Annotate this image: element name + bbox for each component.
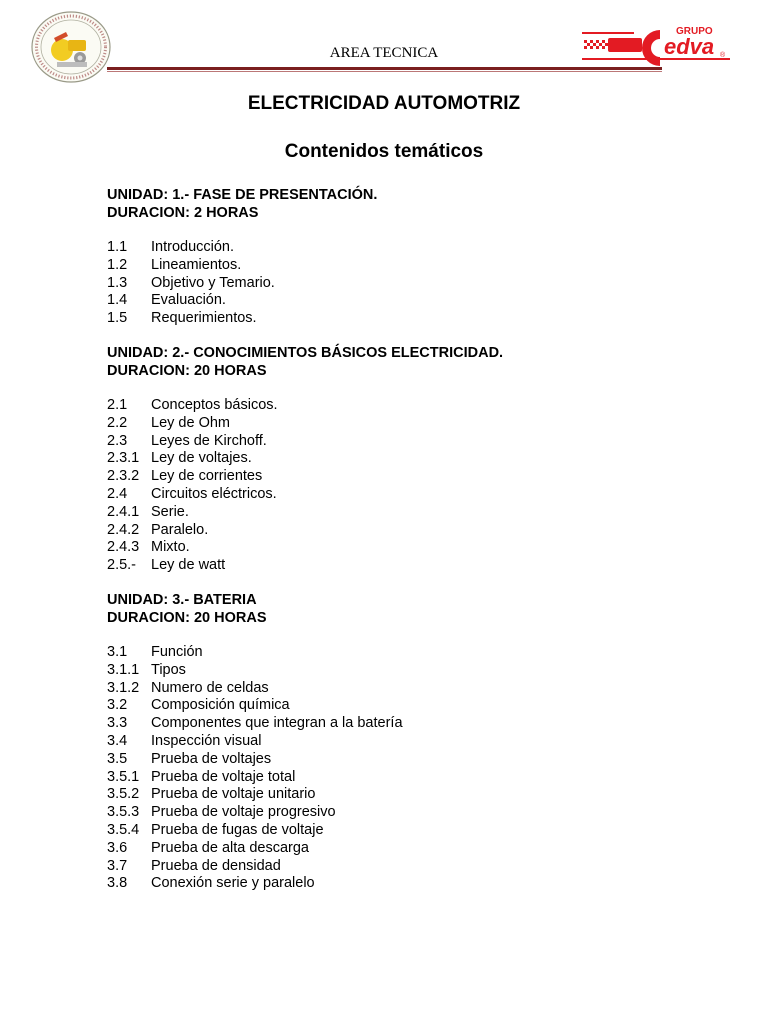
topic-item (107, 275, 707, 293)
topic-text: Prueba de voltaje unitario (151, 786, 316, 803)
topic-number: 2.4.1 (107, 503, 140, 520)
topic-text: Prueba de alta descarga (151, 839, 309, 856)
topic-item (107, 662, 707, 680)
logo-main-text: edva (664, 34, 715, 59)
unit-section (107, 186, 707, 328)
topic-item (107, 504, 707, 522)
grupo-cedva-logo (580, 24, 730, 74)
logo-grupo-text: GRUPO (676, 26, 713, 37)
topic-list (107, 397, 707, 575)
logo-registered-mark: ® (720, 52, 726, 59)
topic-number: 3.5.1 (107, 768, 140, 785)
topic-text: Función (151, 643, 203, 660)
topic-text: Ley de corrientes (151, 468, 263, 485)
topic-text: Introducción. (151, 239, 235, 255)
topic-number: 2.1 (107, 396, 128, 413)
topic-item (107, 557, 707, 575)
topic-text: Circuitos eléctricos. (151, 485, 277, 502)
topic-item (107, 415, 707, 433)
topic-number: 2.5.- (107, 557, 137, 574)
topic-text: Evaluación. (151, 292, 226, 309)
topic-item (107, 468, 707, 486)
topic-number: 2.4.3 (107, 539, 140, 556)
topic-text: Prueba de fugas de voltaje (151, 821, 324, 838)
topic-number: 2.4.2 (107, 521, 140, 538)
topic-text: Ley de watt (151, 557, 226, 574)
topic-item (107, 786, 707, 804)
topic-text: Inspección visual (151, 732, 262, 749)
topic-item (107, 840, 707, 858)
page-header (0, 0, 768, 90)
header-rule (107, 67, 662, 70)
topic-number: 2.4 (107, 485, 128, 502)
topic-number: 3.4 (107, 732, 128, 749)
topic-number: 3.6 (107, 839, 128, 856)
topic-text: Lineamientos. (151, 256, 242, 273)
topic-item (107, 292, 707, 310)
topic-item (107, 644, 707, 662)
topic-item (107, 310, 707, 328)
topic-item (107, 239, 707, 257)
topic-number: 3.5.3 (107, 804, 140, 821)
topic-number: 3.2 (107, 697, 128, 714)
unit-duration: DURACION: 20 HORAS (107, 609, 267, 626)
topic-item (107, 257, 707, 275)
area-label: AREA TECNICA (329, 45, 439, 61)
topic-number: 3.5.4 (107, 821, 140, 838)
topic-item (107, 715, 707, 733)
topic-item (107, 522, 707, 540)
topic-item (107, 680, 707, 698)
topic-number: 2.3.2 (107, 468, 140, 485)
topic-item (107, 450, 707, 468)
topic-item (107, 486, 707, 504)
topic-text: Paralelo. (151, 521, 209, 538)
document-title: ELECTRICIDAD AUTOMOTRIZ (247, 93, 521, 114)
topic-item (107, 539, 707, 557)
topic-text: Prueba de voltajes (151, 750, 272, 767)
topic-item (107, 433, 707, 451)
unit-section (107, 591, 707, 893)
topic-text: Numero de celdas (151, 679, 269, 696)
topic-item (107, 858, 707, 876)
topic-text: Ley de Ohm (151, 414, 230, 431)
topic-text: Composición química (151, 697, 290, 714)
topic-number: 1.3 (107, 274, 128, 291)
topic-number: 1.2 (107, 256, 128, 273)
topic-item (107, 733, 707, 751)
header-rule-thin (107, 71, 662, 72)
topic-item (107, 697, 707, 715)
topic-list (107, 644, 707, 893)
topic-text: Componentes que integran a la batería (151, 715, 403, 732)
topic-item (107, 804, 707, 822)
topic-number: 2.2 (107, 414, 128, 431)
topic-text: Prueba de voltaje total (151, 768, 296, 785)
topic-text: Serie. (151, 503, 189, 520)
topic-number: 3.1 (107, 643, 128, 660)
topic-item (107, 822, 707, 840)
topic-item (107, 769, 707, 787)
topic-list (107, 239, 707, 328)
unit-title: UNIDAD: 2.- CONOCIMIENTOS BÁSICOS ELECTRICIDAD. (107, 344, 504, 361)
topic-number: 3.7 (107, 857, 128, 874)
topic-item (107, 397, 707, 415)
unit-duration: DURACION: 20 HORAS (107, 362, 267, 379)
topic-number: 3.5.2 (107, 786, 140, 803)
topic-item (107, 751, 707, 769)
unit-title: UNIDAD: 1.- FASE DE PRESENTACIÓN. (107, 187, 378, 203)
unit-title: UNIDAD: 3.- BATERIA (107, 591, 257, 608)
topic-text: Objetivo y Temario. (151, 274, 275, 291)
topic-text: Prueba de voltaje progresivo (151, 804, 336, 821)
topic-text: Conceptos básicos. (151, 396, 278, 413)
topic-number: 3.1.2 (107, 679, 140, 696)
topic-number: 1.5 (107, 310, 128, 327)
topic-text: Tipos (151, 661, 186, 678)
topic-number: 1.1 (107, 239, 128, 255)
topic-text: Mixto. (151, 539, 190, 556)
topic-number: 2.3.1 (107, 450, 140, 467)
topic-text: Leyes de Kirchoff. (151, 432, 267, 449)
topic-number: 3.5 (107, 750, 128, 767)
topic-number: 1.4 (107, 292, 128, 309)
units-list (107, 186, 707, 909)
document-subtitle: Contenidos temáticos (284, 141, 484, 162)
unit-section (107, 344, 707, 575)
topic-text: Requerimientos. (151, 310, 257, 327)
topic-text: Conexión serie y paralelo (151, 875, 315, 892)
topic-number: 3.3 (107, 715, 128, 732)
topic-number: 3.8 (107, 875, 128, 892)
topic-item (107, 875, 707, 893)
topic-text: Ley de voltajes. (151, 450, 252, 467)
unit-duration: DURACION: 2 HORAS (107, 205, 259, 221)
topic-number: 2.3 (107, 432, 128, 449)
topic-text: Prueba de densidad (151, 857, 281, 874)
topic-number: 3.1.1 (107, 661, 140, 678)
